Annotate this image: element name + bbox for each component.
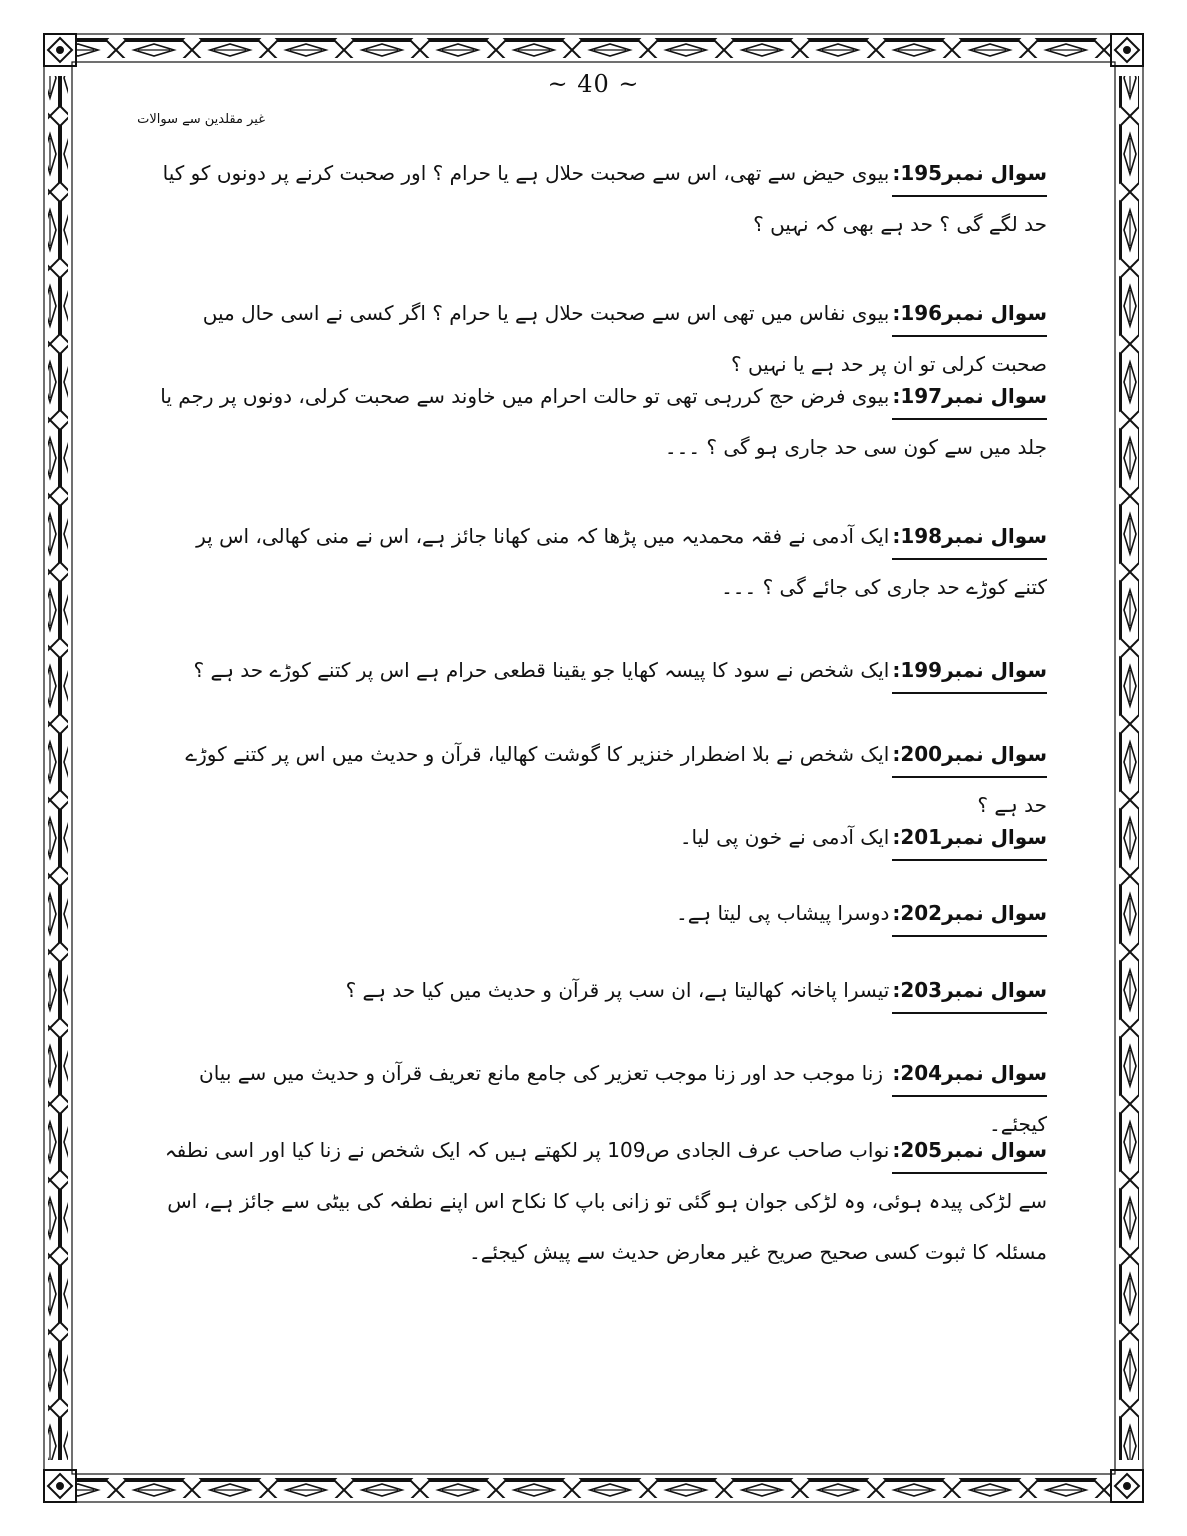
question-label: سوال نمبر197:: [892, 384, 1047, 420]
question-text: ایک آدمی نے خون پی لیا۔: [679, 825, 890, 849]
page-number: ~ 40 ~: [547, 70, 640, 98]
question-text: تیسرا پاخانہ کھالیتا ہے، ان سب پر قرآن و حدیث میں کیا حد ہے ؟: [345, 978, 890, 1002]
question-201: [160, 812, 1047, 863]
question-label: سوال نمبر198:: [892, 524, 1047, 560]
question-text: بیوی حیض سے تھی، اس سے صحبت حلال ہے یا حرام ؟ اور صحبت کرنے پر دونوں کو کیا حد لگے گی ؟ حد ہے بھی کہ نہیں ؟: [162, 161, 1047, 236]
question-label: سوال نمبر203:: [892, 978, 1047, 1014]
question-text: ایک آدمی نے فقہ محمدیہ میں پڑھا کہ منی کھانا جائز ہے، اس نے منی کھالی، اس پر کتنے کوڑے حد جاری کی جائے گی ؟ ۔۔۔: [196, 524, 1047, 599]
question-label: سوال نمبر200:: [892, 742, 1047, 778]
question-label: سوال نمبر202:: [892, 901, 1047, 937]
corner-ornament-top-left: [44, 34, 76, 66]
corner-ornament-bottom-left: [44, 1470, 76, 1502]
question-205: [160, 1125, 1047, 1278]
question-text: دوسرا پیشاب پی لیتا ہے۔: [675, 901, 890, 925]
question-label: سوال نمبر204:: [892, 1061, 1047, 1097]
question-label: سوال نمبر195:: [892, 161, 1047, 197]
question-text: زنا موجب حد اور زنا موجب تعزیر کی جامع مانع تعریف قرآن و حدیث میں سے بیان کیجئے۔: [199, 1061, 1047, 1136]
question-label: سوال نمبر205:: [892, 1138, 1047, 1174]
question-text: بیوی نفاس میں تھی اس سے صحبت حلال ہے یا حرام ؟ اگر کسی نے اسی حال میں صحبت کرلی تو ان پر حد ہے یا نہیں ؟: [202, 301, 1047, 376]
question-199: [160, 645, 1047, 696]
question-203: [160, 965, 1047, 1016]
question-195: [160, 148, 1047, 250]
question-202: [160, 888, 1047, 939]
question-label: سوال نمبر201:: [892, 825, 1047, 861]
question-label: سوال نمبر199:: [892, 658, 1047, 694]
question-198: [160, 511, 1047, 613]
corner-ornament-top-right: [1111, 34, 1143, 66]
question-text: ایک شخص نے سود کا پیسہ کھایا جو یقینا قطعی حرام ہے اس پر کتنے کوڑے حد ہے ؟: [193, 658, 890, 682]
question-197: [160, 371, 1047, 473]
question-text: بیوی فرض حج کررہی تھی تو حالت احرام میں خاوند سے صحبت کرلی، دونوں پر رجم یا جلد میں سے کون سی حد جاری ہو گی ؟ ۔۔۔: [160, 384, 1047, 459]
running-header: غیر مقلدین سے سوالات: [137, 112, 265, 127]
question-label: سوال نمبر196:: [892, 301, 1047, 337]
corner-ornament-bottom-right: [1111, 1470, 1143, 1502]
question-text: نواب صاحب عرف الجادی ص109 پر لکھتے ہیں کہ ایک شخص نے زنا کیا اور اسی نطفہ سے لڑکی پیدہ ہوئی، وہ لڑکی جوان ہو گئی تو زانی باپ کا نکاح اس اپنے نطفہ کی بیٹی سے جائز ہے، اس مسئلہ کا ثبوت کسی صحیح صریح غیر معارض حدیث سے پیش کیجئے۔: [164, 1138, 1047, 1264]
question-text: ایک شخص نے بلا اضطرار خنزیر کا گوشت کھالیا، قرآن و حدیث میں اس پر کتنے کوڑے حد ہے ؟: [185, 742, 1047, 817]
